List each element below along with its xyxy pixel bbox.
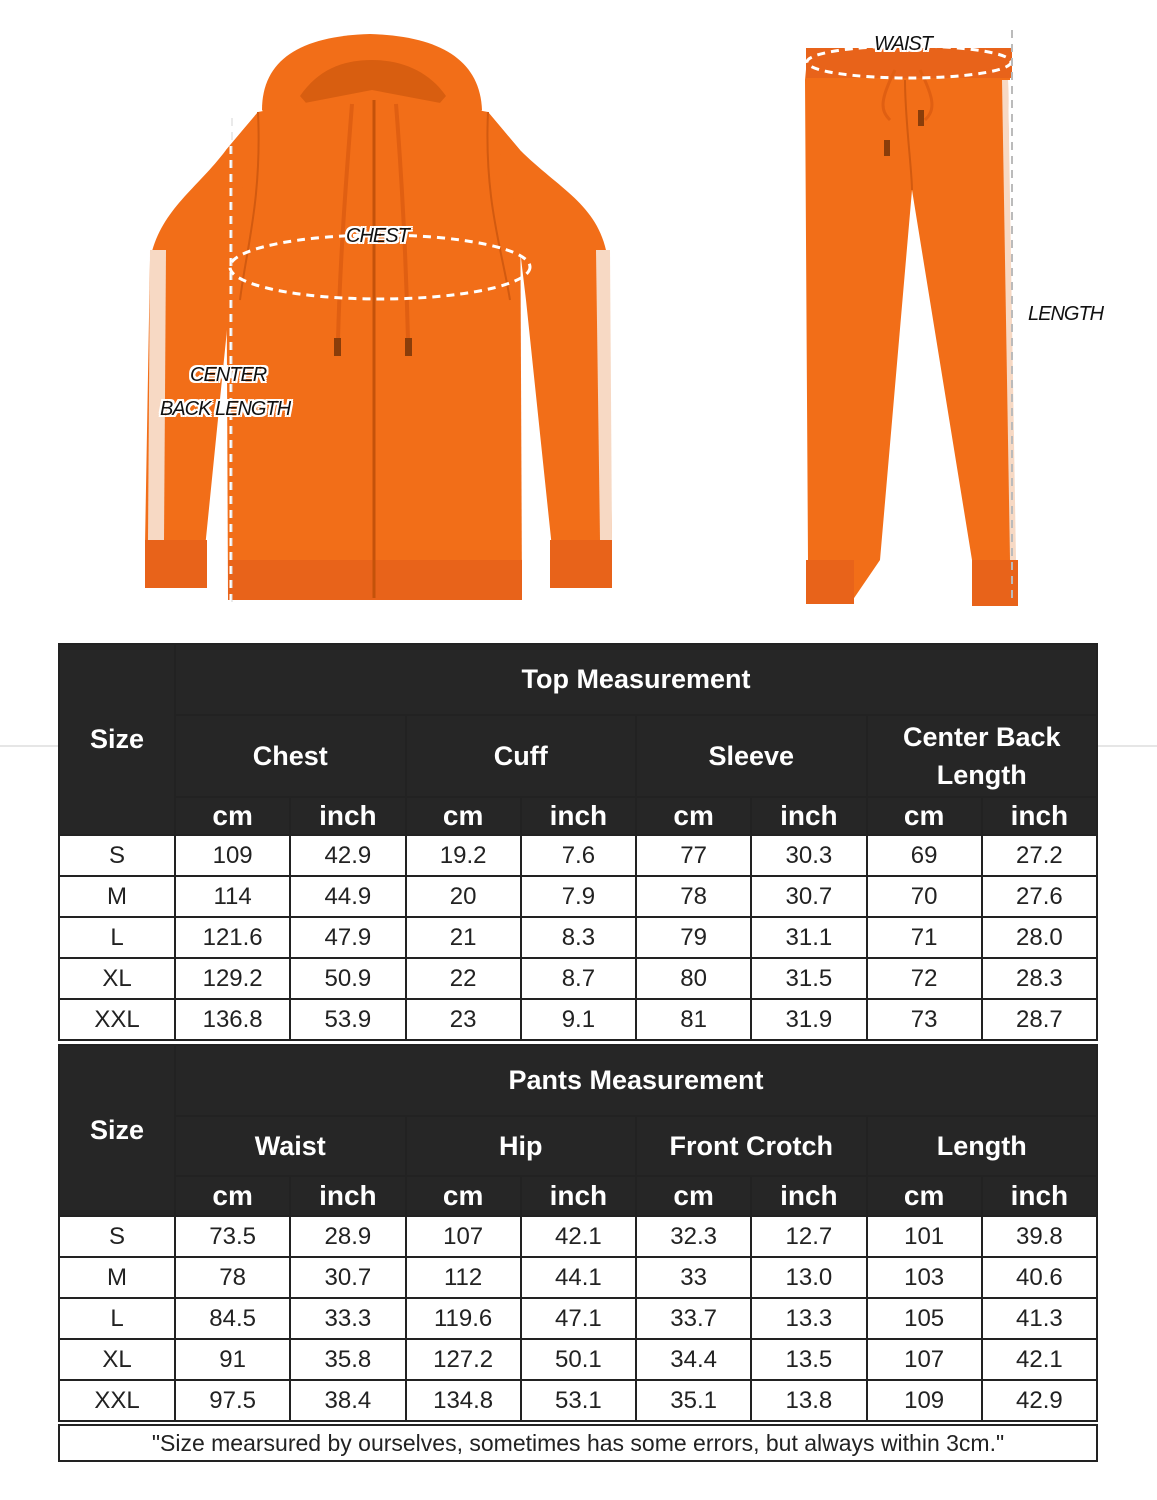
waist-label: WAIST	[874, 33, 932, 55]
table-cell: 134.8	[406, 1380, 521, 1421]
table-cell: 30.3	[751, 835, 866, 876]
table-cell: 77	[636, 835, 751, 876]
unit-header: inch	[290, 1176, 405, 1216]
group-header: Length	[867, 1116, 1098, 1176]
table-cell: 114	[175, 876, 290, 917]
table-cell: 31.1	[751, 917, 866, 958]
table-cell: 28.7	[982, 999, 1097, 1040]
table-cell: 119.6	[406, 1298, 521, 1339]
table-cell: 129.2	[175, 958, 290, 999]
table-cell: 73.5	[175, 1216, 290, 1257]
table-cell: 27.6	[982, 876, 1097, 917]
table-cell: 28.9	[290, 1216, 405, 1257]
table-cell: 84.5	[175, 1298, 290, 1339]
table-cell: 47.9	[290, 917, 405, 958]
table-cell: M	[59, 876, 175, 917]
unit-header: cm	[636, 797, 751, 835]
group-header: Hip	[406, 1116, 637, 1176]
table-cell: XXL	[59, 999, 175, 1040]
table-cell: 20	[406, 876, 521, 917]
table-cell: 103	[867, 1257, 982, 1298]
table-row	[59, 958, 1097, 999]
measurement-note: "Size mearsured by ourselves, sometimes has some errors, but always within 3cm."	[58, 1424, 1098, 1462]
table-cell: M	[59, 1257, 175, 1298]
table-cell: 22	[406, 958, 521, 999]
table-row	[59, 999, 1097, 1040]
table-cell: 8.3	[521, 917, 636, 958]
group-header: Sleeve	[636, 715, 867, 797]
table-cell: 97.5	[175, 1380, 290, 1421]
table-cell: 78	[175, 1257, 290, 1298]
table-cell: 34.4	[636, 1339, 751, 1380]
table-row	[59, 876, 1097, 917]
table-cell: 13.0	[751, 1257, 866, 1298]
table-cell: 71	[867, 917, 982, 958]
table-cell: 13.8	[751, 1380, 866, 1421]
table-cell: 136.8	[175, 999, 290, 1040]
table-cell: 32.3	[636, 1216, 751, 1257]
table-cell: 79	[636, 917, 751, 958]
pants-length-label: LENGTH	[1028, 303, 1104, 325]
table-cell: XL	[59, 958, 175, 999]
table-cell: 44.9	[290, 876, 405, 917]
hoodie-jacket-image	[145, 34, 612, 606]
table-cell: 30.7	[290, 1257, 405, 1298]
table-cell: 33.3	[290, 1298, 405, 1339]
unit-header: cm	[175, 797, 290, 835]
table-cell: 42.1	[521, 1216, 636, 1257]
chest-label: CHEST	[346, 225, 409, 247]
table-row	[59, 1216, 1097, 1257]
table-cell: 70	[867, 876, 982, 917]
group-header: Front Crotch	[636, 1116, 867, 1176]
table-cell: 107	[867, 1339, 982, 1380]
table-cell: 69	[867, 835, 982, 876]
unit-header: cm	[636, 1176, 751, 1216]
top-title: Top Measurement	[175, 644, 1097, 715]
group-header: Center Back Length	[867, 715, 1098, 797]
unit-header: cm	[406, 1176, 521, 1216]
table-cell: 31.5	[751, 958, 866, 999]
table-cell: 8.7	[521, 958, 636, 999]
table-cell: 109	[867, 1380, 982, 1421]
table-cell: 44.1	[521, 1257, 636, 1298]
table-cell: 50.1	[521, 1339, 636, 1380]
table-cell: 38.4	[290, 1380, 405, 1421]
table-cell: XL	[59, 1339, 175, 1380]
unit-header: inch	[521, 797, 636, 835]
table-cell: L	[59, 1298, 175, 1339]
unit-header: inch	[751, 1176, 866, 1216]
table-cell: 109	[175, 835, 290, 876]
unit-row	[59, 797, 1097, 835]
table-row	[59, 1339, 1097, 1380]
center-label-line2: BACK LENGTH	[160, 398, 291, 420]
table-cell: 73	[867, 999, 982, 1040]
table-cell: 81	[636, 999, 751, 1040]
top-measurement-table	[58, 643, 1098, 1041]
group-header: Chest	[175, 715, 406, 797]
table-cell: 50.9	[290, 958, 405, 999]
unit-header: cm	[867, 1176, 982, 1216]
unit-header: inch	[521, 1176, 636, 1216]
table-cell: 19.2	[406, 835, 521, 876]
table-cell: XXL	[59, 1380, 175, 1421]
table-cell: 112	[406, 1257, 521, 1298]
garment-illustration	[0, 0, 1157, 630]
unit-header: cm	[867, 797, 982, 835]
table-cell: 53.1	[521, 1380, 636, 1421]
table-cell: 30.7	[751, 876, 866, 917]
pants-title: Pants Measurement	[175, 1045, 1097, 1116]
table-row	[59, 917, 1097, 958]
table-cell: 80	[636, 958, 751, 999]
table-cell: 23	[406, 999, 521, 1040]
table-cell: 78	[636, 876, 751, 917]
table-cell: 107	[406, 1216, 521, 1257]
group-header: Waist	[175, 1116, 406, 1176]
table-cell: 47.1	[521, 1298, 636, 1339]
table-cell: 40.6	[982, 1257, 1097, 1298]
table-row	[59, 835, 1097, 876]
table-cell: 13.5	[751, 1339, 866, 1380]
size-header: Size	[59, 644, 175, 835]
table-cell: 42.1	[982, 1339, 1097, 1380]
table-cell: 27.2	[982, 835, 1097, 876]
table-cell: S	[59, 1216, 175, 1257]
table-cell: 42.9	[982, 1380, 1097, 1421]
table-cell: 35.1	[636, 1380, 751, 1421]
table-cell: 12.7	[751, 1216, 866, 1257]
table-cell: 42.9	[290, 835, 405, 876]
table-cell: 13.3	[751, 1298, 866, 1339]
unit-header: inch	[751, 797, 866, 835]
unit-header: cm	[406, 797, 521, 835]
unit-header: inch	[982, 797, 1097, 835]
table-cell: 127.2	[406, 1339, 521, 1380]
table-cell: 31.9	[751, 999, 866, 1040]
pants-measurement-table	[58, 1044, 1098, 1422]
table-row	[59, 1298, 1097, 1339]
table-cell: 105	[867, 1298, 982, 1339]
table-cell: 91	[175, 1339, 290, 1380]
table-cell: 7.9	[521, 876, 636, 917]
unit-header: inch	[290, 797, 405, 835]
center-label-line1: CENTER	[190, 364, 267, 386]
group-header: Cuff	[406, 715, 637, 797]
table-cell: 39.8	[982, 1216, 1097, 1257]
unit-header: cm	[175, 1176, 290, 1216]
table-cell: 33	[636, 1257, 751, 1298]
table-cell: 121.6	[175, 917, 290, 958]
table-cell: 28.3	[982, 958, 1097, 999]
table-cell: 9.1	[521, 999, 636, 1040]
table-cell: 7.6	[521, 835, 636, 876]
table-cell: 33.7	[636, 1298, 751, 1339]
table-cell: 21	[406, 917, 521, 958]
table-row	[59, 1257, 1097, 1298]
table-cell: 35.8	[290, 1339, 405, 1380]
jogger-pants-image	[805, 30, 1018, 606]
unit-header: inch	[982, 1176, 1097, 1216]
table-cell: 101	[867, 1216, 982, 1257]
table-row	[59, 1380, 1097, 1421]
size-header: Size	[59, 1045, 175, 1216]
table-cell: 53.9	[290, 999, 405, 1040]
table-cell: 41.3	[982, 1298, 1097, 1339]
unit-row	[59, 1176, 1097, 1216]
table-cell: 28.0	[982, 917, 1097, 958]
table-cell: 72	[867, 958, 982, 999]
table-cell: S	[59, 835, 175, 876]
table-cell: L	[59, 917, 175, 958]
